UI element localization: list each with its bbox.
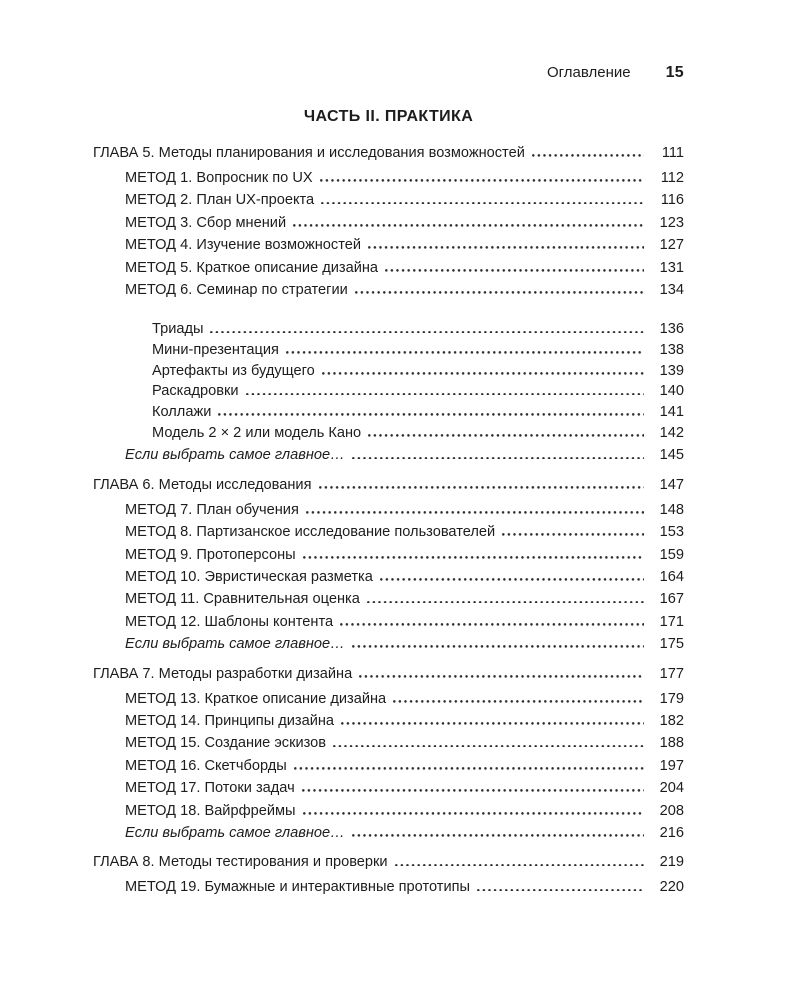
toc-entry-sub xyxy=(93,359,684,380)
entry-label: МЕТОД 14. Принципы дизайна xyxy=(125,712,335,729)
entry-page-number: 127 xyxy=(659,237,684,254)
entry-label: Если выбрать самое главное… xyxy=(125,447,345,464)
entry-label: Если выбрать самое главное… xyxy=(125,824,345,841)
toc-entry-method xyxy=(93,731,684,753)
entry-page-number: 112 xyxy=(660,170,684,186)
dot-leader xyxy=(393,687,644,703)
entry-label: МЕТОД 6. Семинар по стратегии xyxy=(125,281,348,298)
dot-leader xyxy=(502,520,644,536)
entry-page-number: 177 xyxy=(659,665,684,682)
dot-leader xyxy=(306,498,644,514)
dot-leader xyxy=(385,256,644,272)
entry-label: МЕТОД 11. Сравнительная оценка xyxy=(125,591,360,608)
dot-leader xyxy=(352,821,644,837)
dot-leader xyxy=(367,587,644,603)
toc-entry-chapter xyxy=(93,850,684,875)
entry-label: МЕТОД 8. Партизанское исследование пользователей xyxy=(125,524,496,541)
entry-label: МЕТОД 19. Бумажные и интерактивные прототипы xyxy=(125,879,470,896)
toc-entry-method xyxy=(93,875,684,897)
header-page-number: 15 xyxy=(665,64,684,81)
entry-page-number: 148 xyxy=(659,501,684,518)
toc-entry-method xyxy=(93,587,684,609)
dot-leader xyxy=(340,610,644,626)
table-of-contents xyxy=(93,141,684,898)
entry-page-number: 208 xyxy=(659,802,684,819)
entry-page-number: 147 xyxy=(659,476,684,493)
entry-label: МЕТОД 4. Изучение возможностей xyxy=(125,237,362,254)
toc-entry-method xyxy=(93,278,684,300)
toc-entry-chapter xyxy=(93,473,684,498)
entry-page-number: 131 xyxy=(659,259,684,276)
entry-page-number: 197 xyxy=(659,757,684,774)
entry-page-number: 134 xyxy=(659,281,684,298)
part-title: ЧАСТЬ II. ПРАКТИКА xyxy=(303,108,474,125)
dot-leader xyxy=(359,662,644,678)
entry-label: Мини-презентация xyxy=(152,342,279,359)
dot-leader xyxy=(319,473,645,489)
toc-section xyxy=(93,850,684,897)
entry-page-number: 141 xyxy=(659,404,684,421)
dot-leader xyxy=(302,776,644,792)
entry-label: МЕТОД 18. Вайрфреймы xyxy=(125,802,296,819)
page-header xyxy=(93,64,684,82)
toc-entry-method xyxy=(93,166,684,188)
entry-label: Триады xyxy=(152,321,204,338)
entry-page-number: 145 xyxy=(659,447,684,464)
chapter-subentries xyxy=(93,317,684,441)
entry-page-number: 179 xyxy=(659,690,684,707)
toc-section xyxy=(93,141,684,466)
entry-page-number: 216 xyxy=(659,824,684,841)
toc-entry-method xyxy=(93,211,684,233)
toc-entry-summary xyxy=(93,821,684,843)
toc-entry-method xyxy=(93,498,684,520)
dot-leader xyxy=(368,421,644,437)
entry-label: МЕТОД 13. Краткое описание дизайна xyxy=(125,690,387,707)
dot-leader xyxy=(320,166,644,182)
toc-entry-method xyxy=(93,687,684,709)
entry-label: МЕТОД 15. Создание эскизов xyxy=(125,735,327,752)
dot-leader xyxy=(333,731,644,747)
entry-page-number: 204 xyxy=(659,780,684,797)
toc-entry-chapter xyxy=(93,662,684,687)
toc-entry-method xyxy=(93,520,684,542)
entry-page-number: 116 xyxy=(660,192,684,209)
entry-page-number: 142 xyxy=(659,424,684,441)
dot-leader xyxy=(355,278,644,294)
entry-label: МЕТОД 10. Эвристическая разметка xyxy=(125,569,373,586)
entry-label: Артефакты из будущего xyxy=(152,362,315,379)
dot-leader xyxy=(341,709,644,725)
entry-label: Коллажи xyxy=(152,404,212,421)
entry-page-number: 188 xyxy=(659,735,684,752)
toc-entry-method xyxy=(93,188,684,210)
toc-entry-sub xyxy=(93,421,684,442)
entry-page-number: 175 xyxy=(659,636,684,653)
entry-page-number: 111 xyxy=(661,145,684,161)
entry-label: ГЛАВА 8. Методы тестирования и проверки xyxy=(93,854,388,871)
dot-leader xyxy=(368,233,644,249)
toc-entry-method xyxy=(93,799,684,821)
entry-page-number: 140 xyxy=(659,383,684,400)
entry-label: МЕТОД 16. Скетчборды xyxy=(125,757,287,774)
toc-entry-method xyxy=(93,565,684,587)
entry-page-number: 153 xyxy=(659,524,684,541)
entry-label: ГЛАВА 6. Методы исследования xyxy=(93,476,312,493)
dot-leader xyxy=(218,400,644,416)
entry-label: ГЛАВА 5. Методы планирования и исследования возможностей xyxy=(93,145,525,161)
dot-leader xyxy=(352,443,644,459)
toc-entry-method xyxy=(93,233,684,255)
entry-page-number: 139 xyxy=(659,362,684,379)
dot-leader xyxy=(352,632,644,648)
dot-leader xyxy=(322,359,644,375)
entry-label: МЕТОД 9. Протоперсоны xyxy=(125,546,296,563)
toc-section xyxy=(93,662,684,844)
dot-leader xyxy=(246,379,644,395)
entry-page-number: 159 xyxy=(659,546,684,563)
dot-leader xyxy=(321,188,644,204)
entry-page-number: 136 xyxy=(659,321,684,338)
entry-label: МЕТОД 17. Потоки задач xyxy=(125,780,295,797)
toc-entry-method xyxy=(93,256,684,278)
entry-label: МЕТОД 5. Краткое описание дизайна xyxy=(125,259,379,276)
entry-label: Если выбрать самое главное… xyxy=(125,636,345,653)
entry-page-number: 164 xyxy=(659,569,684,586)
toc-entry-chapter xyxy=(93,141,684,166)
toc-entry-sub xyxy=(93,338,684,359)
toc-section xyxy=(93,473,684,655)
toc-entry-summary xyxy=(93,443,684,465)
dot-leader xyxy=(293,211,644,227)
dot-leader xyxy=(303,543,644,559)
toc-entry-sub xyxy=(93,400,684,421)
dot-leader xyxy=(477,875,644,891)
entry-label: ГЛАВА 7. Методы разработки дизайна xyxy=(93,665,353,682)
dot-leader xyxy=(294,754,644,770)
toc-entry-sub xyxy=(93,317,684,338)
entry-label: Модель 2 × 2 или модель Кано xyxy=(152,424,362,441)
entry-label: МЕТОД 3. Сбор мнений xyxy=(125,214,287,231)
entry-page-number: 171 xyxy=(659,613,684,630)
dot-leader xyxy=(303,799,645,815)
entry-page-number: 123 xyxy=(659,214,684,231)
entry-page-number: 138 xyxy=(659,342,684,359)
toc-entry-summary xyxy=(93,632,684,654)
running-title: Оглавление xyxy=(546,64,631,81)
entry-label: МЕТОД 7. План обучения xyxy=(125,501,299,518)
entry-label: МЕТОД 1. Вопросник по UX xyxy=(125,170,313,186)
dot-leader xyxy=(395,850,644,866)
entry-label: МЕТОД 2. План UX-проекта xyxy=(125,192,315,209)
entry-page-number: 167 xyxy=(659,591,684,608)
dot-leader xyxy=(380,565,644,581)
dot-leader xyxy=(286,338,644,354)
entry-page-number: 219 xyxy=(659,854,684,871)
entry-page-number: 182 xyxy=(659,712,684,729)
dot-leader xyxy=(532,141,644,157)
entry-label: МЕТОД 12. Шаблоны контента xyxy=(125,613,334,630)
toc-entry-method xyxy=(93,709,684,731)
entry-label: Раскадровки xyxy=(152,383,239,400)
toc-entry-method xyxy=(93,610,684,632)
toc-entry-method xyxy=(93,543,684,565)
entry-page-number: 220 xyxy=(659,879,684,896)
toc-entry-sub xyxy=(93,379,684,400)
toc-entry-method xyxy=(93,754,684,776)
dot-leader xyxy=(210,317,644,333)
toc-entry-method xyxy=(93,776,684,798)
